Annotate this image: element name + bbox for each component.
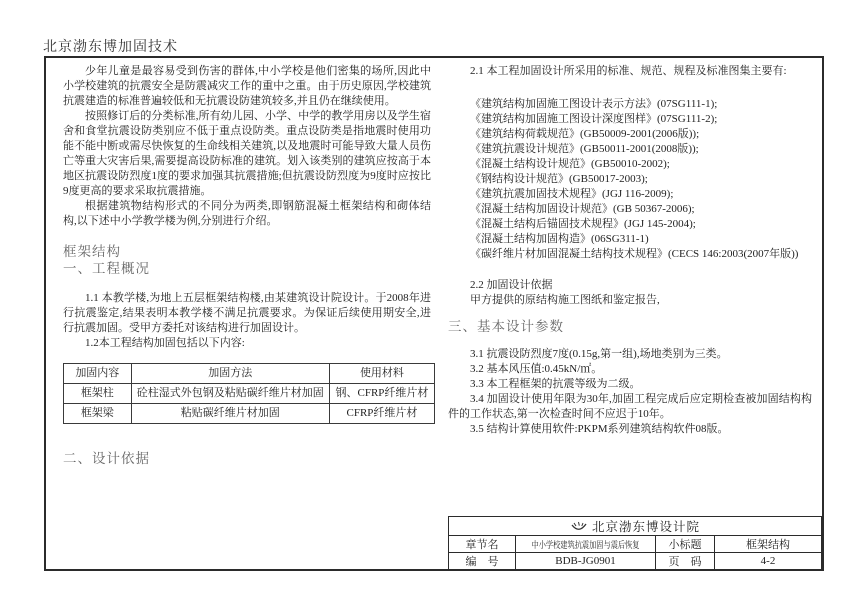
intro-paragraph-1: 少年儿童是最容易受到伤害的群体,中小学校是他们密集的场所,因此中小学校建筑的抗震安全是防震减灾工作的重中之重。由于历史原因,学校建筑抗震建造的标准普遍较低和无抗震设防建筑较多,并且仍在继续使用。 [63, 65, 431, 107]
title-block-company-row [449, 517, 822, 536]
table-cell: 框架梁 [64, 404, 132, 424]
table-header-content: 加固内容 [64, 364, 132, 384]
standard-item: 《建筑结构加固施工图设计深度图样》(07SG111-2); [470, 113, 718, 125]
standard-item: 《建筑抗震设计规范》(GB50011-2001(2008版)); [470, 143, 699, 155]
chapter-label: 章节名 [449, 536, 516, 553]
paragraph-3-5: 3.5 结构计算使用软件:PKPM系列建筑结构软件08版。 [470, 423, 729, 435]
heading-basic-design-parameters: 三、基本设计参数 [448, 319, 564, 334]
table-row [64, 384, 435, 404]
heading-design-basis: 二、设计依据 [63, 451, 150, 466]
standard-item: 《建筑结构加固施工图设计表示方法》(07SG111-1); [470, 98, 718, 110]
table-cell: CFRP纤维片材 [329, 404, 434, 424]
standard-item: 《碳纤维片材加固混凝土结构技术规程》(CECS 146:2003(2007年版)) [470, 248, 799, 260]
subtitle-value: 框架结构 [715, 536, 822, 553]
title-block [448, 516, 822, 570]
paragraph-1-1: 1.1 本教学楼,为地上五层框架结构楼,由某建筑设计院设计。于2008年进行抗震鉴定,结果表明本教学楼不满足抗震要求。为保证后续使用期安全,进行抗震加固。受甲方委托对该结构进行加固设计。 [63, 292, 431, 334]
table-cell: 钢、CFRP纤维片材 [329, 384, 434, 404]
chapter-value-cell [516, 536, 656, 553]
table-cell: 砼柱湿式外包钢及粘贴碳纤维片材加固 [131, 384, 329, 404]
brand-header: 北京渤东博加固技术 [43, 40, 178, 55]
standard-item: 《混凝土结构设计规范》(GB50010-2002); [470, 158, 670, 170]
standard-item: 《钢结构设计规范》(GB50017-2003); [470, 173, 648, 185]
intro-paragraph-2: 按照修订后的分类标准,所有幼儿园、小学、中学的教学用房以及学生宿舍和食堂抗震设防类别应不低于重点设防类。重点设防类是指地震时使用功能不能中断或需尽快恢复的生命线相关建筑,以及地震时可能导致大量人员伤亡等重大灾害后果,需要提高设防标准的建筑。划入该类别的建筑应按高于本地区抗震设防烈度1度的要求加强其抗震措施;但抗震设防烈度为9度时应按比9度更高的要求采取抗震措施。 [63, 110, 431, 197]
company-cell [449, 517, 822, 536]
intro-paragraph-3: 根据建筑物结构形式的不同分为两类,即钢筋混凝土框架结构和砌体结构,以下述中小学教学楼为例,分别进行介绍。 [63, 200, 431, 227]
table-header-material: 使用材料 [329, 364, 434, 384]
table-row [64, 404, 435, 424]
right-column [448, 64, 812, 437]
table-header-row [64, 364, 435, 384]
heading-project-overview: 一、工程概况 [63, 261, 150, 276]
paragraph-2-1: 2.1 本工程加固设计所采用的标准、规范、规程及标准图集主要有: [470, 65, 787, 77]
company-name: 北京渤东博设计院 [591, 520, 700, 534]
paragraph-1-2: 1.2本工程结构加固包括以下内容: [85, 337, 245, 349]
standard-item: 《混凝土结构加固构造》(06SG311-1) [470, 233, 649, 245]
standard-item: 《建筑抗震加固技术规程》(JGJ 116-2009); [470, 188, 674, 200]
left-column [63, 64, 431, 467]
paragraph-3-3: 3.3 本工程框架的抗震等级为二级。 [470, 378, 641, 390]
code-value: BDB-JG0901 [516, 553, 656, 570]
paragraph-3-1: 3.1 抗震设防烈度7度(0.15g,第一组),场地类别为三类。 [470, 348, 728, 360]
title-block-chapter-row [449, 536, 822, 553]
table-cell: 粘贴碳纤维片材加固 [131, 404, 329, 424]
code-label: 编 号 [449, 553, 516, 570]
standards-list [448, 97, 812, 262]
page-value: 4-2 [715, 553, 822, 570]
table-cell: 框架柱 [64, 384, 132, 404]
standard-item: 《混凝土结构加固设计规范》(GB 50367-2006); [470, 203, 695, 215]
title-block-code-row [449, 553, 822, 570]
page-label: 页 码 [656, 553, 715, 570]
design-institute-logo [570, 521, 588, 533]
paragraph-2-2-body: 甲方提供的原结构施工图纸和鉴定报告, [470, 294, 660, 306]
paragraph-2-2-title: 2.2 加固设计依据 [470, 279, 553, 291]
section-title-frame-structure: 框架结构 [63, 244, 121, 259]
table-header-method: 加固方法 [131, 364, 329, 384]
paragraph-3-2: 3.2 基本风压值:0.45kN/㎡。 [470, 363, 603, 375]
subtitle-label: 小标题 [656, 536, 715, 553]
chapter-value: 中小学校建筑抗震加固与震后恢复 [531, 539, 640, 550]
standard-item: 《建筑结构荷载规范》(GB50009-2001(2006版)); [470, 128, 700, 140]
standard-item: 《混凝土结构后锚固技术规程》(JGJ 145-2004); [470, 218, 696, 230]
reinforcement-table [63, 363, 435, 424]
paragraph-3-4: 3.4 加固设计使用年限为30年,加固工程完成后应定期检查被加固结构构件的工作状态,第一次检查时间不应迟于10年。 [448, 393, 812, 420]
